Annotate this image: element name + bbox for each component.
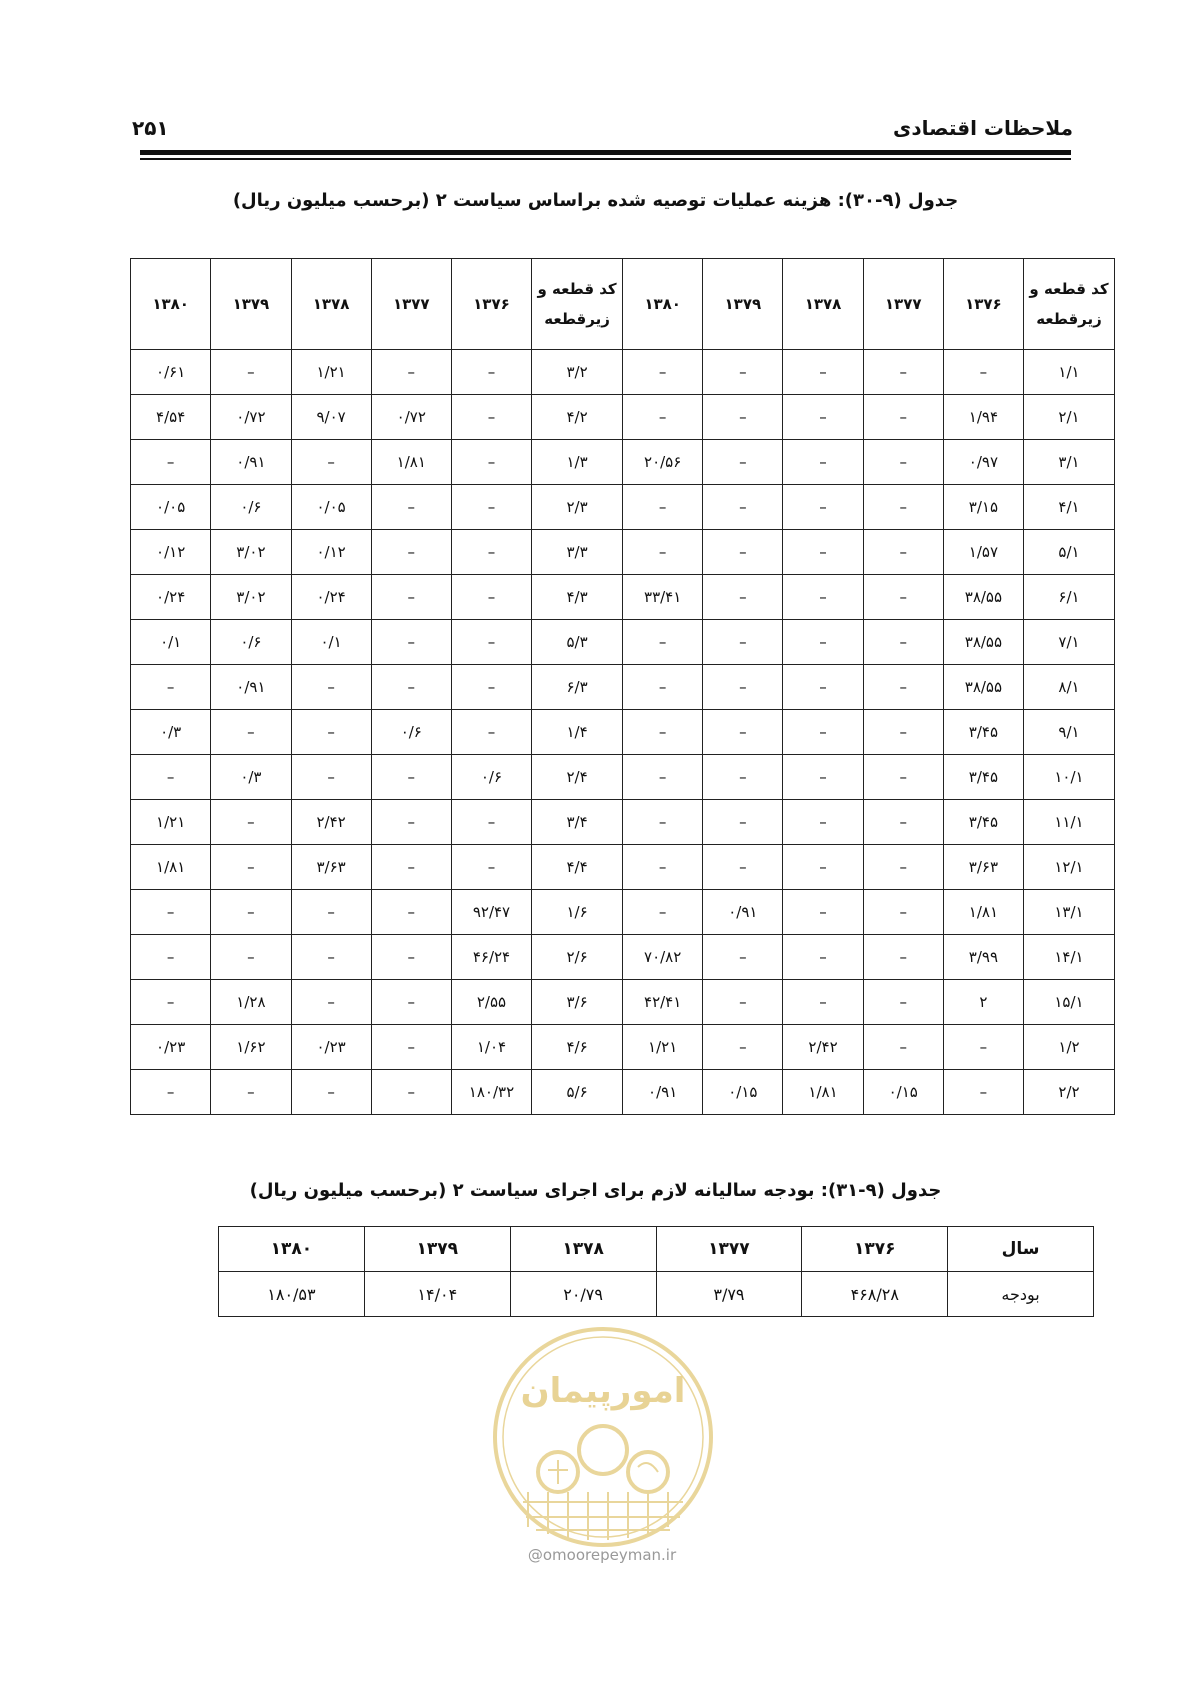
cost-cell: – (371, 1070, 451, 1115)
segment-code-cell: ۵/۶ (532, 1070, 623, 1115)
cost-cell: – (211, 845, 291, 890)
cost-cell: ۰/۱ (291, 620, 371, 665)
cost-cell: – (451, 575, 531, 620)
cost-cell: ۰/۳ (211, 755, 291, 800)
cost-cell: – (451, 800, 531, 845)
cost-cell: – (863, 440, 943, 485)
table-row (131, 935, 1115, 980)
budget-value-cell: ۴۶۸/۲۸ (802, 1272, 948, 1317)
cost-cell: ۳۸/۵۵ (943, 575, 1023, 620)
column-header-year: ۱۳۷۹ (211, 259, 291, 350)
cost-cell: ۳۸/۵۵ (943, 665, 1023, 710)
table-row (131, 350, 1115, 395)
cost-cell: – (783, 665, 863, 710)
cost-cell: ۰/۷۲ (371, 395, 451, 440)
column-header-year: ۱۳۷۶ (943, 259, 1023, 350)
cost-cell: – (623, 755, 703, 800)
cost-cell: – (703, 845, 783, 890)
segment-code-cell: ۴/۲ (532, 395, 623, 440)
cost-cell: ۳۳/۴۱ (623, 575, 703, 620)
cost-cell: ۰/۲۳ (291, 1025, 371, 1070)
cost-cell: ۹/۰۷ (291, 395, 371, 440)
cost-cell: – (863, 530, 943, 575)
column-header-code: کد قطعه و زیرقطعه (1024, 259, 1115, 350)
segment-code-cell: ۳/۱ (1024, 440, 1115, 485)
header-rule-thin (140, 158, 1071, 160)
cost-cell: ۲/۴۲ (783, 1025, 863, 1070)
cost-cell: – (371, 665, 451, 710)
cost-cell: – (863, 485, 943, 530)
cost-cell: – (451, 530, 531, 575)
cost-cell: – (131, 1070, 211, 1115)
segment-code-cell: ۲/۱ (1024, 395, 1115, 440)
cost-cell: ۰/۶ (371, 710, 451, 755)
segment-code-cell: ۱۴/۱ (1024, 935, 1115, 980)
page-number: ۲۵۱ (132, 116, 169, 140)
cost-cell: – (623, 395, 703, 440)
cost-cell: – (291, 935, 371, 980)
cost-cell: ۰/۷۲ (211, 395, 291, 440)
cost-cell: – (783, 935, 863, 980)
cost-cell: – (211, 935, 291, 980)
cost-cell: ۰/۶ (451, 755, 531, 800)
cost-cell: – (863, 845, 943, 890)
cost-cell: – (703, 575, 783, 620)
cost-cell: – (131, 890, 211, 935)
cost-cell: ۰/۱۲ (291, 530, 371, 575)
cost-cell: – (703, 755, 783, 800)
budget-value-cell: ۱۸۰/۵۳ (219, 1272, 365, 1317)
table-row (131, 800, 1115, 845)
table-row (131, 620, 1115, 665)
cost-cell: – (623, 530, 703, 575)
cost-cell: ۲ (943, 980, 1023, 1025)
segment-code-cell: ۱/۲ (1024, 1025, 1115, 1070)
cost-cell: ۰/۶ (211, 620, 291, 665)
cost-cell: – (783, 980, 863, 1025)
cost-cell: – (623, 350, 703, 395)
cost-cell: ۳/۹۹ (943, 935, 1023, 980)
cost-cell: ۰/۰۵ (131, 485, 211, 530)
segment-code-cell: ۱۳/۱ (1024, 890, 1115, 935)
cost-cell: – (131, 755, 211, 800)
cost-cell: – (371, 350, 451, 395)
segment-code-cell: ۳/۶ (532, 980, 623, 1025)
column-header-year: ۱۳۷۷ (371, 259, 451, 350)
cost-cell: ۷۰/۸۲ (623, 935, 703, 980)
segment-code-cell: ۴/۳ (532, 575, 623, 620)
cost-cell: ۴۲/۴۱ (623, 980, 703, 1025)
cost-cell: – (291, 710, 371, 755)
budget-year-cell: ۱۳۷۸ (510, 1227, 656, 1272)
cost-cell: ۳/۶۳ (943, 845, 1023, 890)
cost-cell: – (703, 440, 783, 485)
cost-cell: – (943, 350, 1023, 395)
cost-cell: – (371, 485, 451, 530)
table-row (131, 395, 1115, 440)
cost-cell: – (943, 1070, 1023, 1115)
cost-cell: ۰/۲۴ (131, 575, 211, 620)
cost-cell: ۲/۵۵ (451, 980, 531, 1025)
cost-cell: – (703, 935, 783, 980)
cost-cell: – (863, 755, 943, 800)
cost-cell: ۱/۲۱ (623, 1025, 703, 1070)
cost-cell: ۱/۰۴ (451, 1025, 531, 1070)
cost-cell: ۰/۹۱ (211, 440, 291, 485)
cost-cell: ۰/۹۱ (211, 665, 291, 710)
column-header-code: کد قطعه و زیرقطعه (532, 259, 623, 350)
cost-cell: – (783, 890, 863, 935)
cost-cell: – (371, 800, 451, 845)
cost-cell: – (371, 755, 451, 800)
cost-cell: – (451, 440, 531, 485)
column-header-year: ۱۳۷۷ (863, 259, 943, 350)
budget-value-cell: ۲۰/۷۹ (510, 1272, 656, 1317)
segment-code-cell: ۱۵/۱ (1024, 980, 1115, 1025)
segment-code-cell: ۳/۴ (532, 800, 623, 845)
cost-cell: – (371, 620, 451, 665)
cost-cell: – (703, 485, 783, 530)
cost-cell: – (451, 665, 531, 710)
cost-cell: ۳/۱۵ (943, 485, 1023, 530)
cost-cell: – (371, 890, 451, 935)
cost-cell: – (291, 1070, 371, 1115)
cost-cell: ۲۰/۵۶ (623, 440, 703, 485)
segment-code-cell: ۶/۳ (532, 665, 623, 710)
cost-cell: ۱/۸۱ (783, 1070, 863, 1115)
column-header-year: ۱۳۷۸ (783, 259, 863, 350)
cost-cell: – (783, 710, 863, 755)
cost-cell: – (703, 395, 783, 440)
cost-cell: – (623, 665, 703, 710)
column-header-year: ۱۳۸۰ (131, 259, 211, 350)
table-row (131, 575, 1115, 620)
cost-cell: – (623, 710, 703, 755)
cost-cell: ۰/۱۵ (703, 1070, 783, 1115)
cost-cell: – (131, 440, 211, 485)
segment-code-cell: ۱۰/۱ (1024, 755, 1115, 800)
cost-cell: ۳/۴۵ (943, 755, 1023, 800)
cost-cell: ۳/۴۵ (943, 800, 1023, 845)
cost-cell: – (451, 845, 531, 890)
cost-cell: – (291, 755, 371, 800)
header-rule-thick (140, 150, 1071, 155)
segment-code-cell: ۲/۶ (532, 935, 623, 980)
cost-cell: ۰/۹۱ (703, 890, 783, 935)
cost-cell: – (371, 575, 451, 620)
cost-cell: ۴/۵۴ (131, 395, 211, 440)
cost-cell: – (211, 710, 291, 755)
cost-cell: – (131, 935, 211, 980)
cost-cell: ۱/۲۱ (291, 350, 371, 395)
segment-code-cell: ۷/۱ (1024, 620, 1115, 665)
cost-cell: ۰/۰۵ (291, 485, 371, 530)
budget-value-cell: ۱۴/۰۴ (364, 1272, 510, 1317)
cost-cell: – (863, 710, 943, 755)
cost-cell: – (211, 890, 291, 935)
segment-code-cell: ۱/۶ (532, 890, 623, 935)
cost-cell: – (623, 845, 703, 890)
cost-cell: – (623, 485, 703, 530)
cost-cell: ۰/۳ (131, 710, 211, 755)
cost-cell: – (451, 485, 531, 530)
cost-cell: ۴۶/۲۴ (451, 935, 531, 980)
segment-code-cell: ۴/۶ (532, 1025, 623, 1070)
budget-table-year-row (219, 1227, 1094, 1272)
cost-cell: – (623, 890, 703, 935)
table2-caption: جدول (۹-۳۱): بودجه سالیانه لازم برای اجرای سیاست ۲ (برحسب میلیون ریال) (249, 1180, 942, 1201)
table-row (131, 710, 1115, 755)
cost-cell: – (783, 845, 863, 890)
cost-cell: – (783, 800, 863, 845)
budget-year-cell: ۱۳۸۰ (219, 1227, 365, 1272)
cost-cell: – (371, 1025, 451, 1070)
cost-cell: ۱/۲۱ (131, 800, 211, 845)
cost-cell: – (291, 890, 371, 935)
cost-cell: – (131, 665, 211, 710)
cost-cell: – (863, 1025, 943, 1070)
cost-cell: – (863, 350, 943, 395)
cost-cell: – (783, 530, 863, 575)
cost-table-body (131, 350, 1115, 1115)
cost-cell: – (863, 890, 943, 935)
cost-cell: ۱/۹۴ (943, 395, 1023, 440)
cost-cell: – (291, 440, 371, 485)
table-row (131, 1070, 1115, 1115)
cost-cell: – (211, 800, 291, 845)
cost-cell: ۰/۱۲ (131, 530, 211, 575)
segment-code-cell: ۶/۱ (1024, 575, 1115, 620)
cost-cell: – (783, 350, 863, 395)
segment-code-cell: ۴/۱ (1024, 485, 1115, 530)
cost-cell: – (451, 395, 531, 440)
cost-cell: – (131, 980, 211, 1025)
cost-cell: – (211, 1070, 291, 1115)
cost-cell: – (863, 665, 943, 710)
cost-cell: ۱/۸۱ (131, 845, 211, 890)
cost-cell: – (291, 980, 371, 1025)
column-header-year: ۱۳۸۰ (623, 259, 703, 350)
segment-code-cell: ۲/۴ (532, 755, 623, 800)
segment-code-cell: ۴/۴ (532, 845, 623, 890)
cost-cell: ۳۸/۵۵ (943, 620, 1023, 665)
segment-code-cell: ۸/۱ (1024, 665, 1115, 710)
watermark-site: @omoorepeyman.ir (527, 1546, 677, 1564)
cost-cell: ۳/۰۲ (211, 575, 291, 620)
budget-row-label: بودجه (948, 1272, 1094, 1317)
cost-cell: – (863, 395, 943, 440)
cost-cell: – (371, 530, 451, 575)
cost-cell: – (623, 620, 703, 665)
running-header-title: ملاحظات اقتصادی (893, 116, 1073, 140)
cost-cell: – (371, 935, 451, 980)
table-row (131, 485, 1115, 530)
cost-cell: – (863, 575, 943, 620)
segment-code-cell: ۱۱/۱ (1024, 800, 1115, 845)
cost-cell: – (783, 440, 863, 485)
cost-cell: – (783, 755, 863, 800)
table-row (131, 755, 1115, 800)
cost-cell: ۱/۸۱ (371, 440, 451, 485)
table-row (131, 665, 1115, 710)
cost-cell: – (703, 710, 783, 755)
cost-cell: ۳/۴۵ (943, 710, 1023, 755)
segment-code-cell: ۲/۲ (1024, 1070, 1115, 1115)
cost-cell: ۳/۰۲ (211, 530, 291, 575)
budget-table (218, 1226, 1094, 1317)
table-row (131, 980, 1115, 1025)
cost-cell: – (863, 980, 943, 1025)
cost-cell: – (783, 485, 863, 530)
cost-cell: – (783, 575, 863, 620)
segment-code-cell: ۲/۳ (532, 485, 623, 530)
cost-cell: – (783, 395, 863, 440)
budget-year-cell: ۱۳۷۹ (364, 1227, 510, 1272)
cost-cell: ۰/۶۱ (131, 350, 211, 395)
cost-table (130, 258, 1115, 1115)
cost-cell: – (703, 980, 783, 1025)
cost-cell: ۰/۹۱ (623, 1070, 703, 1115)
cost-cell: – (943, 1025, 1023, 1070)
segment-code-cell: ۹/۱ (1024, 710, 1115, 755)
column-header-year: ۱۳۷۹ (703, 259, 783, 350)
table1-caption: جدول (۹-۳۰): هزینه عملیات توصیه شده براساس سیاست ۲ (برحسب میلیون ریال) (232, 190, 959, 211)
cost-table-header-row (131, 259, 1115, 350)
cost-cell: ۱/۸۱ (943, 890, 1023, 935)
segment-code-cell: ۳/۲ (532, 350, 623, 395)
cost-cell: ۰/۲۴ (291, 575, 371, 620)
table-row (131, 1025, 1115, 1070)
budget-year-label: سال (948, 1227, 1094, 1272)
cost-cell: ۲/۴۲ (291, 800, 371, 845)
segment-code-cell: ۵/۳ (532, 620, 623, 665)
cost-cell: – (863, 800, 943, 845)
cost-cell: ۰/۲۳ (131, 1025, 211, 1070)
cost-cell: – (451, 710, 531, 755)
cost-cell: ۳/۶۳ (291, 845, 371, 890)
table-row (131, 845, 1115, 890)
cost-cell: ۱/۵۷ (943, 530, 1023, 575)
table-row (131, 890, 1115, 935)
segment-code-cell: ۱/۱ (1024, 350, 1115, 395)
cost-cell: – (703, 1025, 783, 1070)
cost-cell: ۰/۱۵ (863, 1070, 943, 1115)
cost-cell: – (371, 980, 451, 1025)
segment-code-cell: ۱/۴ (532, 710, 623, 755)
table-row (131, 530, 1115, 575)
watermark-logo (488, 1322, 718, 1552)
cost-cell: ۰/۹۷ (943, 440, 1023, 485)
cost-cell: – (703, 350, 783, 395)
cost-cell: ۱/۶۲ (211, 1025, 291, 1070)
budget-year-cell: ۱۳۷۶ (802, 1227, 948, 1272)
cost-cell: – (291, 665, 371, 710)
cost-cell: – (703, 620, 783, 665)
column-header-year: ۱۳۷۸ (291, 259, 371, 350)
cost-cell: – (703, 530, 783, 575)
cost-cell: – (863, 620, 943, 665)
segment-code-cell: ۵/۱ (1024, 530, 1115, 575)
cost-cell: ۹۲/۴۷ (451, 890, 531, 935)
cost-cell: – (783, 620, 863, 665)
cost-cell: – (863, 935, 943, 980)
cost-cell: ۱۸۰/۳۲ (451, 1070, 531, 1115)
table-row (131, 440, 1115, 485)
segment-code-cell: ۱۲/۱ (1024, 845, 1115, 890)
budget-year-cell: ۱۳۷۷ (656, 1227, 802, 1272)
watermark-logo-text: امورپیمان (520, 1371, 686, 1411)
cost-cell: ۰/۶ (211, 485, 291, 530)
segment-code-cell: ۳/۳ (532, 530, 623, 575)
budget-value-cell: ۳/۷۹ (656, 1272, 802, 1317)
segment-code-cell: ۱/۳ (532, 440, 623, 485)
budget-table-value-row (219, 1272, 1094, 1317)
cost-cell: – (623, 800, 703, 845)
cost-cell: – (211, 350, 291, 395)
cost-cell: – (451, 620, 531, 665)
cost-cell: – (703, 665, 783, 710)
cost-cell: ۰/۱ (131, 620, 211, 665)
cost-cell: – (703, 800, 783, 845)
cost-cell: ۱/۲۸ (211, 980, 291, 1025)
cost-cell: – (371, 845, 451, 890)
cost-cell: – (451, 350, 531, 395)
column-header-year: ۱۳۷۶ (451, 259, 531, 350)
